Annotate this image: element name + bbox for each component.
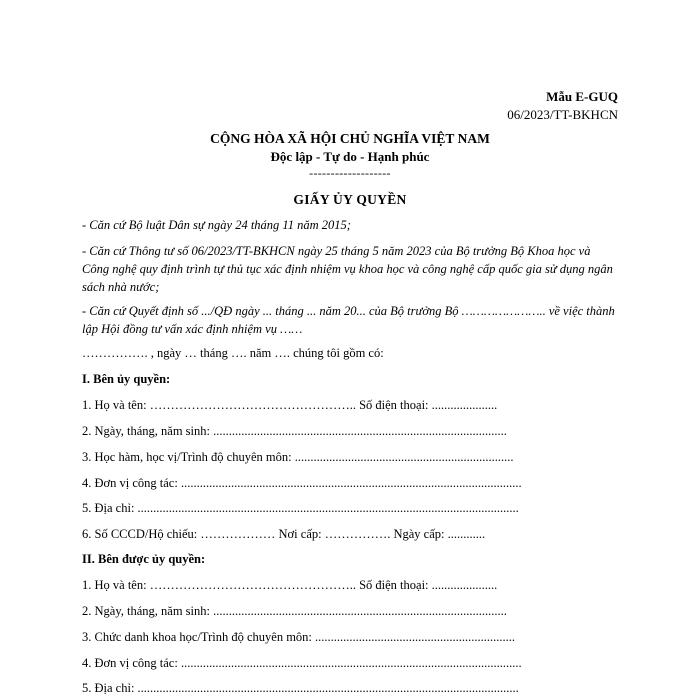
nation-heading: CỘNG HÒA XÃ HỘI CHỦ NGHĨA VIỆT NAM: [210, 131, 490, 146]
legal-basis-civil-code: - Căn cứ Bộ luật Dân sự ngày 24 tháng 11 năm 2015;: [82, 218, 351, 232]
section-heading-grantee: II. Bên được ủy quyền:: [82, 552, 206, 566]
grantee-address-field: 5. Địa chỉ: ..........................................................................................................................: [82, 681, 519, 695]
document-title: GIẤY ỦY QUYỀN: [293, 192, 407, 207]
grantor-workplace-field: 4. Đơn vị công tác: .............................................................................................................: [82, 476, 522, 490]
legal-basis-circular: - Căn cứ Thông tư số 06/2023/TT-BKHCN ngày 25 tháng 5 năm 2023 của Bộ trưởng Bộ Khoa học và Công nghệ quy định trình tự thủ tục xác định nhiệm vụ khoa học và công nghệ cấp quốc gia sử dụng ngân sách nhà nước;: [82, 244, 613, 294]
legal-basis-decision: - Căn cứ Quyết định số .../QĐ ngày ... tháng ... năm 20... của Bộ trưởng Bộ ………………….. về việc thành lập Hội đồng tư vấn xác định nhiệm vụ ……: [82, 304, 615, 336]
grantor-birthdate-field: 2. Ngày, tháng, năm sinh: ..............................................................................................: [82, 424, 507, 438]
national-motto: Độc lập - Tự do - Hạnh phúc: [270, 149, 430, 164]
form-reference: 06/2023/TT-BKHCN: [507, 107, 618, 122]
grantee-title-field: 3. Chức danh khoa học/Trình độ chuyên môn: ................................................................: [82, 630, 516, 644]
grantor-name-phone-field: 1. Họ và tên: ………………………………………….. Số điện thoại: .....................: [82, 398, 498, 412]
intro-line: ……………. , ngày … tháng …. năm …. chúng tôi gồm có:: [82, 346, 384, 360]
grantor-address-field: 5. Địa chỉ: ..........................................................................................................................: [82, 501, 519, 515]
grantee-birthdate-field: 2. Ngày, tháng, năm sinh: ..............................................................................................: [82, 604, 507, 618]
grantee-workplace-field: 4. Đơn vị công tác: .............................................................................................................: [82, 656, 522, 670]
grantee-name-phone-field: 1. Họ và tên: ………………………………………….. Số điện thoại: .....................: [82, 578, 498, 592]
form-code: Mẫu E-GUQ: [546, 89, 618, 104]
grantor-degree-field: 3. Học hàm, học vị/Trình độ chuyên môn: ......................................................................: [82, 450, 514, 464]
separator-line: -------------------: [309, 166, 391, 180]
grantor-id-card-field: 6. Số CCCD/Hộ chiếu: ……………… Nơi cấp: ……………. Ngày cấp: ............: [82, 527, 486, 541]
section-heading-grantor: I. Bên ủy quyền:: [82, 372, 171, 386]
